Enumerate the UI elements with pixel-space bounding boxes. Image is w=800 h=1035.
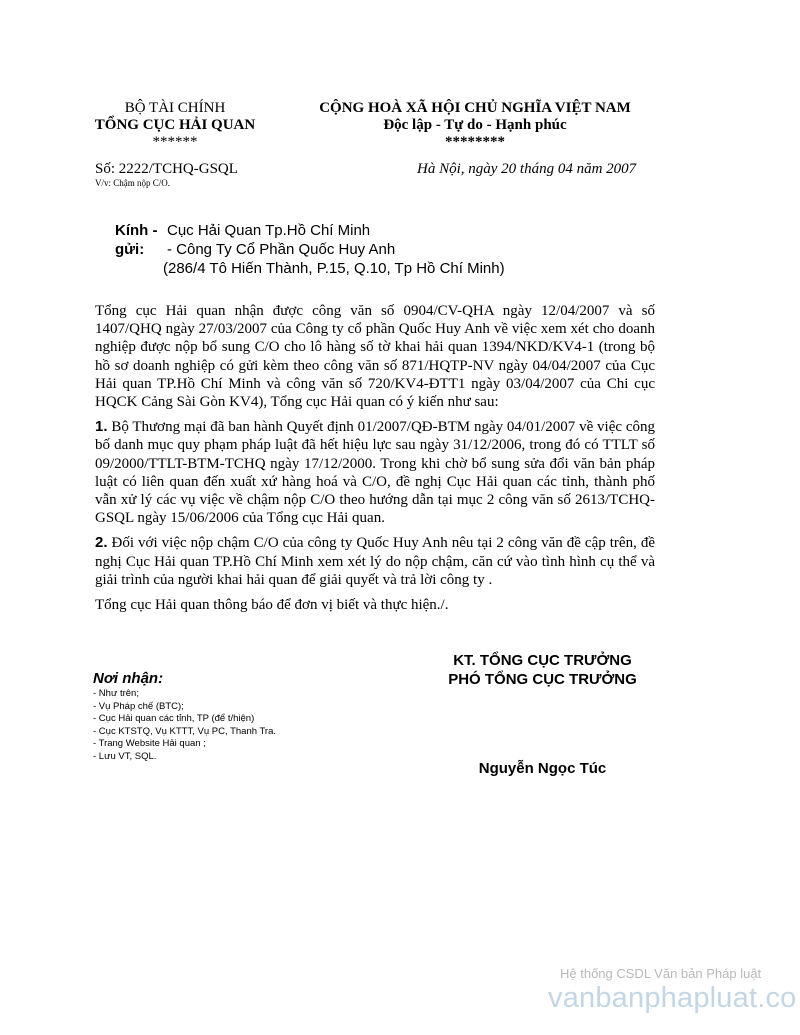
country-name: CỘNG HOÀ XÃ HỘI CHỦ NGHĨA VIỆT NAM <box>319 100 631 116</box>
item-2-number: 2. <box>95 534 108 552</box>
recipient-block <box>115 221 505 278</box>
recipient-line-1: Cục Hải Quan Tp.Hồ Chí Minh <box>167 222 371 239</box>
department-name: TỔNG CỤC HẢI QUAN <box>94 117 256 133</box>
distribution-list <box>93 688 276 764</box>
recipient-line-2: - Công Ty Cổ Phần Quốc Huy Anh <box>167 241 396 258</box>
watermark-caption: Hệ thống CSDL Văn bản Pháp luật <box>560 966 762 981</box>
recipient-label-2: gửi: <box>115 241 145 258</box>
distribution-item: - Lưu VT, SQL. <box>93 750 157 762</box>
distribution-item: - Như trên; <box>93 688 139 699</box>
letter-body <box>95 302 655 621</box>
distribution-item: - Trang Website Hải quan ; <box>93 738 206 750</box>
distribution-item: - Cục KTSTQ, Vụ KTTT, Vụ PC, Thanh Tra. <box>93 725 277 737</box>
item-1-number: 1. <box>95 418 108 436</box>
document-subject: V/v: Chậm nộp C/O. <box>95 178 171 188</box>
intro-paragraph: Tổng cục Hải quan nhận được công văn số 0904/CV-QHA ngày 12/04/2007 và số 1407/QHQ ngày 27/03/2007 của Công ty cổ phần Quốc Huy Anh về việc xem xét cho doanh nghiệp được nộp bổ sung C/O cho lô hàng số tờ khai hải quan 1394/NKD/KV4-1 (trong bộ hồ sơ doanh nghiệp có gửi kèm theo công văn số 871/HQTP-NV ngày 04/04/2007 của Cục Hải quan TP.Hồ Chí Minh và công văn số 720/KV4-ĐTT1 ngày 03/04/2007 của Chi cục HQCK Cảng Sài Gòn KV4), Tổng cục Hải quan có ý kiến như sau: <box>95 303 655 411</box>
recipient-address: (286/4 Tô Hiến Thành, P.15, Q.10, Tp Hồ Chí Minh) <box>163 260 505 277</box>
place-and-date: Hà Nội, ngày 20 tháng 04 năm 2007 <box>417 161 637 177</box>
distribution-item: - Cục Hải quan các tỉnh, TP (để t/hiện) <box>93 713 255 725</box>
distribution-item: - Vụ Pháp chế (BTC); <box>93 700 184 712</box>
ministry-name: BỘ TÀI CHÍNH <box>124 100 226 116</box>
item-2-paragraph <box>95 534 655 589</box>
issuing-agency-block <box>80 100 270 151</box>
national-motto: Độc lập - Tự do - Hạnh phúc <box>383 117 567 133</box>
signature-title-2: PHÓ TỔNG CỤC TRƯỞNG <box>448 671 637 688</box>
watermark-site: vanbanphapluat.co <box>548 982 797 1014</box>
left-separator-stars: ****** <box>152 134 198 150</box>
item-1-paragraph <box>95 418 655 527</box>
document-number: Số: 2222/TCHQ-GSQL <box>95 161 238 177</box>
national-title-block <box>290 100 660 151</box>
distribution-label: Nơi nhận: <box>93 670 164 687</box>
right-separator-stars: ******** <box>445 134 505 150</box>
signature-title-block <box>400 651 685 689</box>
recipient-label-1: Kính - <box>115 222 158 239</box>
signature-title-1: KT. TỔNG CỤC TRƯỞNG <box>453 652 632 669</box>
item-1-text: Bộ Thương mại đã ban hành Quyết định 01/2007/QĐ-BTM ngày 04/01/2007 về việc công bố danh mục quy phạm pháp luật đã hết hiệu lực sau ngày 31/12/2006, trong đó có TTLT số 09/2000/TTLT-BTM-TCHQ ngày 17/12/2000. Trong khi chờ bổ sung sửa đổi văn bản pháp luật có liên quan đến xuất xứ hàng hoá và C/O, đề nghị Cục Hải quan các tỉnh, thành phố vẫn xử lý các vụ việc về chậm nộp C/O theo hướng dẫn tại mục 2 công văn số 2613/TCHQ-GSQL ngày 15/06/2006 của Tổng cục Hải quan. <box>95 419 656 527</box>
closing-paragraph: Tổng cục Hải quan thông báo để đơn vị biết và thực hiện./. <box>95 597 449 614</box>
signer-name: Nguyễn Ngọc Túc <box>478 760 607 777</box>
item-2-text: Đối với việc nộp chậm C/O của công ty Quốc Huy Anh nêu tại 2 công văn đề cập trên, đề nghị Cục Hải quan TP.Hồ Chí Minh xem xét lý do nộp chậm, căn cứ vào tình hình cụ thể và giải trình của người khai hải quan để giải quyết và trả lời công ty . <box>95 535 655 588</box>
